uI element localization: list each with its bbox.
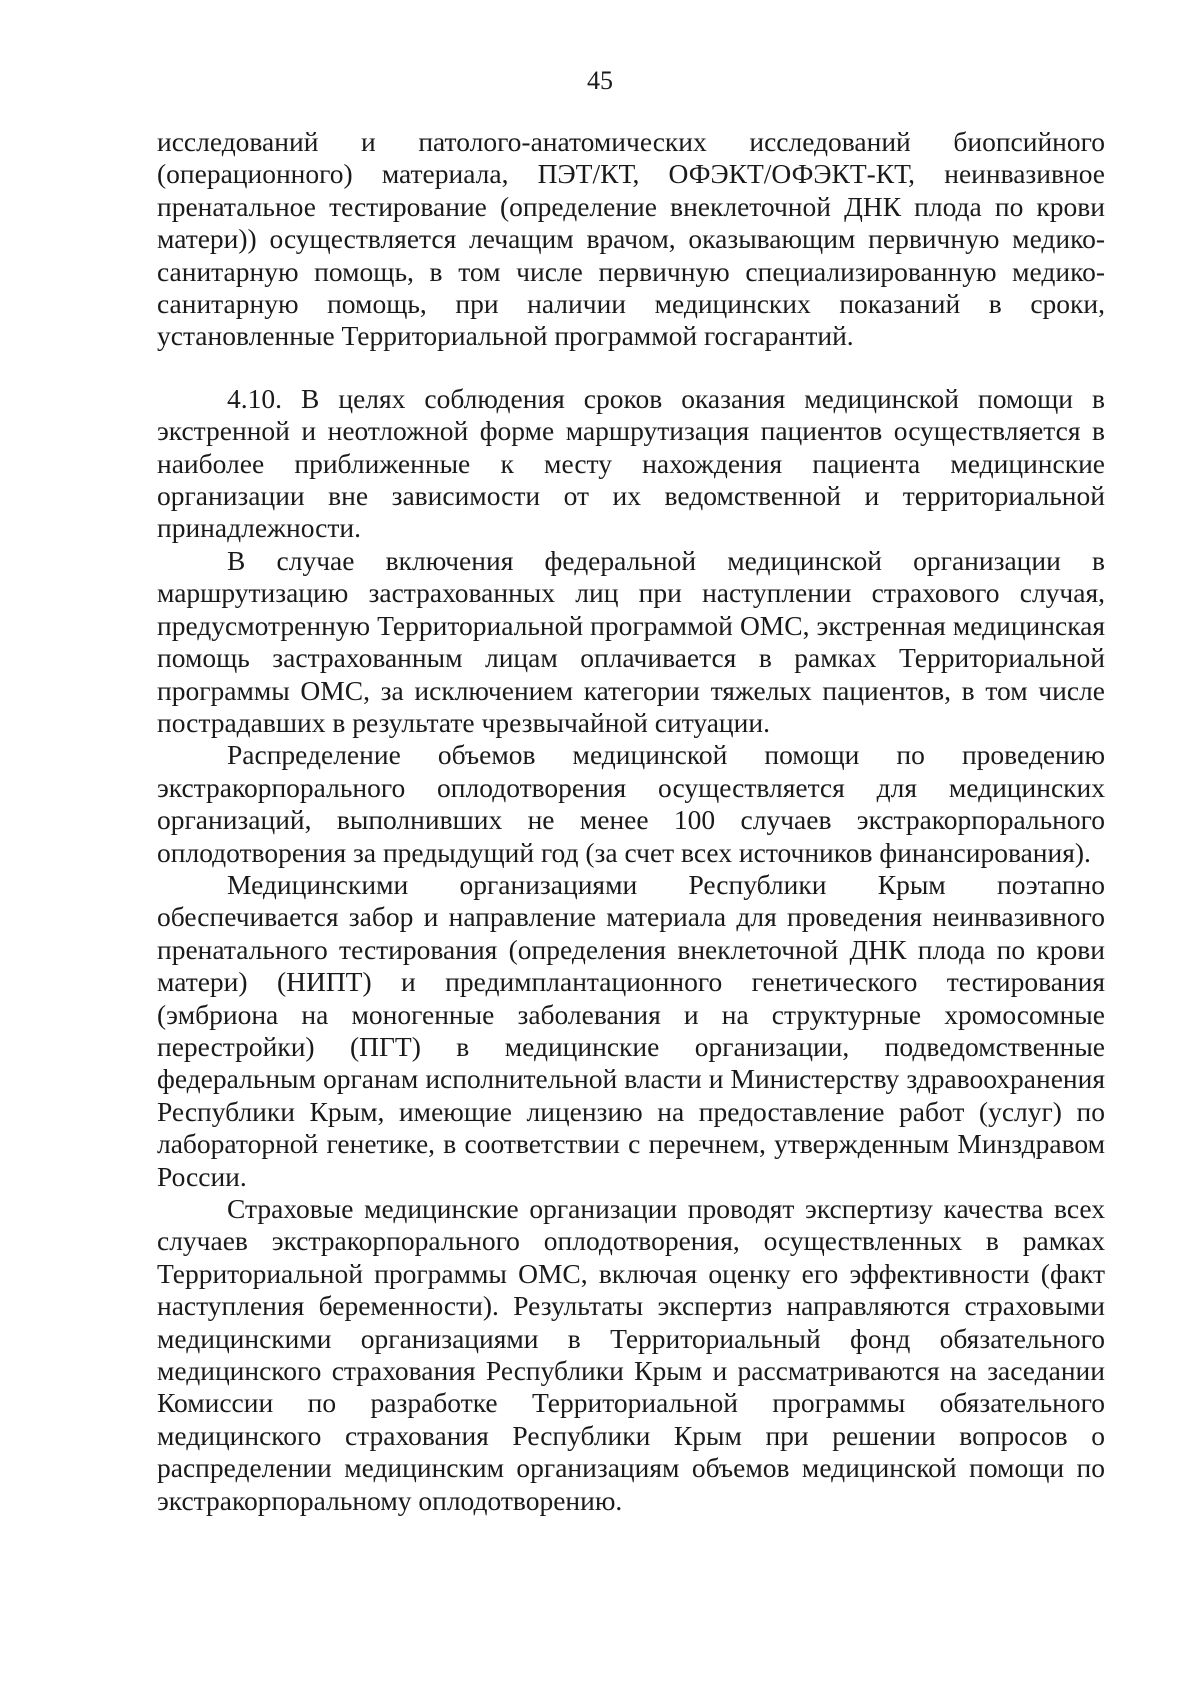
paragraph-genetic-testing: Медицинскими организациями Республики Крым поэтапно обеспечивается забор и направление материала для проведения неинвазивного пренатального тестирования (определения внеклеточной ДНК плода по крови матери) (НИПТ) и предимплантационного генетического тестирования (эмбриона на моногенные заболевания и на структурные хромосомные перестройки) (ПГТ) в медицинские организации, подведомственные федеральным органам исполнительной власти и Министерству здравоохранения Республики Крым, имеющие лицензию на предоставление работ (услуг) по лабораторной генетике, в соответствии с перечнем, утвержденным Минздравом России. bbox=[157, 868, 1105, 1192]
paragraph-continuation: исследований и патолого-анатомических исследований биопсийного (операционного) материала, ПЭТ/КТ, ОФЭКТ/ОФЭКТ-КТ, неинвазивное пренатальное тестирование (определение внеклеточной ДНК плода по крови матери)) осуществляется лечащим врачом, оказывающим первичную медико-санитарную помощь, в том числе первичную специализированную медико-санитарную помощь, при наличии медицинских показаний в сроки, установленные Территориальной программой госгарантий. bbox=[157, 126, 1105, 352]
document-body bbox=[157, 126, 1105, 1517]
paragraph-federal-routing: В случае включения федеральной медицинской организации в маршрутизацию застрахованных лиц при наступлении страхового случая, предусмотренную Территориальной программой ОМС, экстренная медицинская помощь застрахованным лицам оплачивается в рамках Территориальной программы ОМС, за исключением категории тяжелых пациентов, в том числе пострадавших в результате чрезвычайной ситуации. bbox=[157, 544, 1105, 738]
paragraph-insurance-review: Страховые медицинские организации проводят экспертизу качества всех случаев экстракорпорального оплодотворения, осуществленных в рамках Территориальной программы ОМС, включая оценку его эффективности (факт наступления беременности). Результаты экспертиз направляются страховыми медицинскими организациями в Территориальный фонд обязательного медицинского страхования Республики Крым и рассматриваются на заседании Комиссии по разработке Территориальной программы обязательного медицинского страхования Республики Крым при решении вопросов о распределении медицинским организациям объемов медицинской помощи по экстракорпоральному оплодотворению. bbox=[157, 1193, 1105, 1516]
paragraph-section-4-10: 4.10. В целях соблюдения сроков оказания медицинской помощи в экстренной и неотложной форме маршрутизация пациентов осуществляется в наиболее приближенные к месту нахождения пациента медицинские организации вне зависимости от их ведомственной и территориальной принадлежности. bbox=[157, 382, 1105, 544]
page-number: 45 bbox=[587, 66, 613, 95]
paragraph-ivf-distribution: Распределение объемов медицинской помощи по проведению экстракорпорального оплодотворения осуществляется для медицинских организаций, выполнивших не менее 100 случаев экстракорпорального оплодотворения за предыдущий год (за счет всех источников финансирования). bbox=[157, 739, 1105, 868]
